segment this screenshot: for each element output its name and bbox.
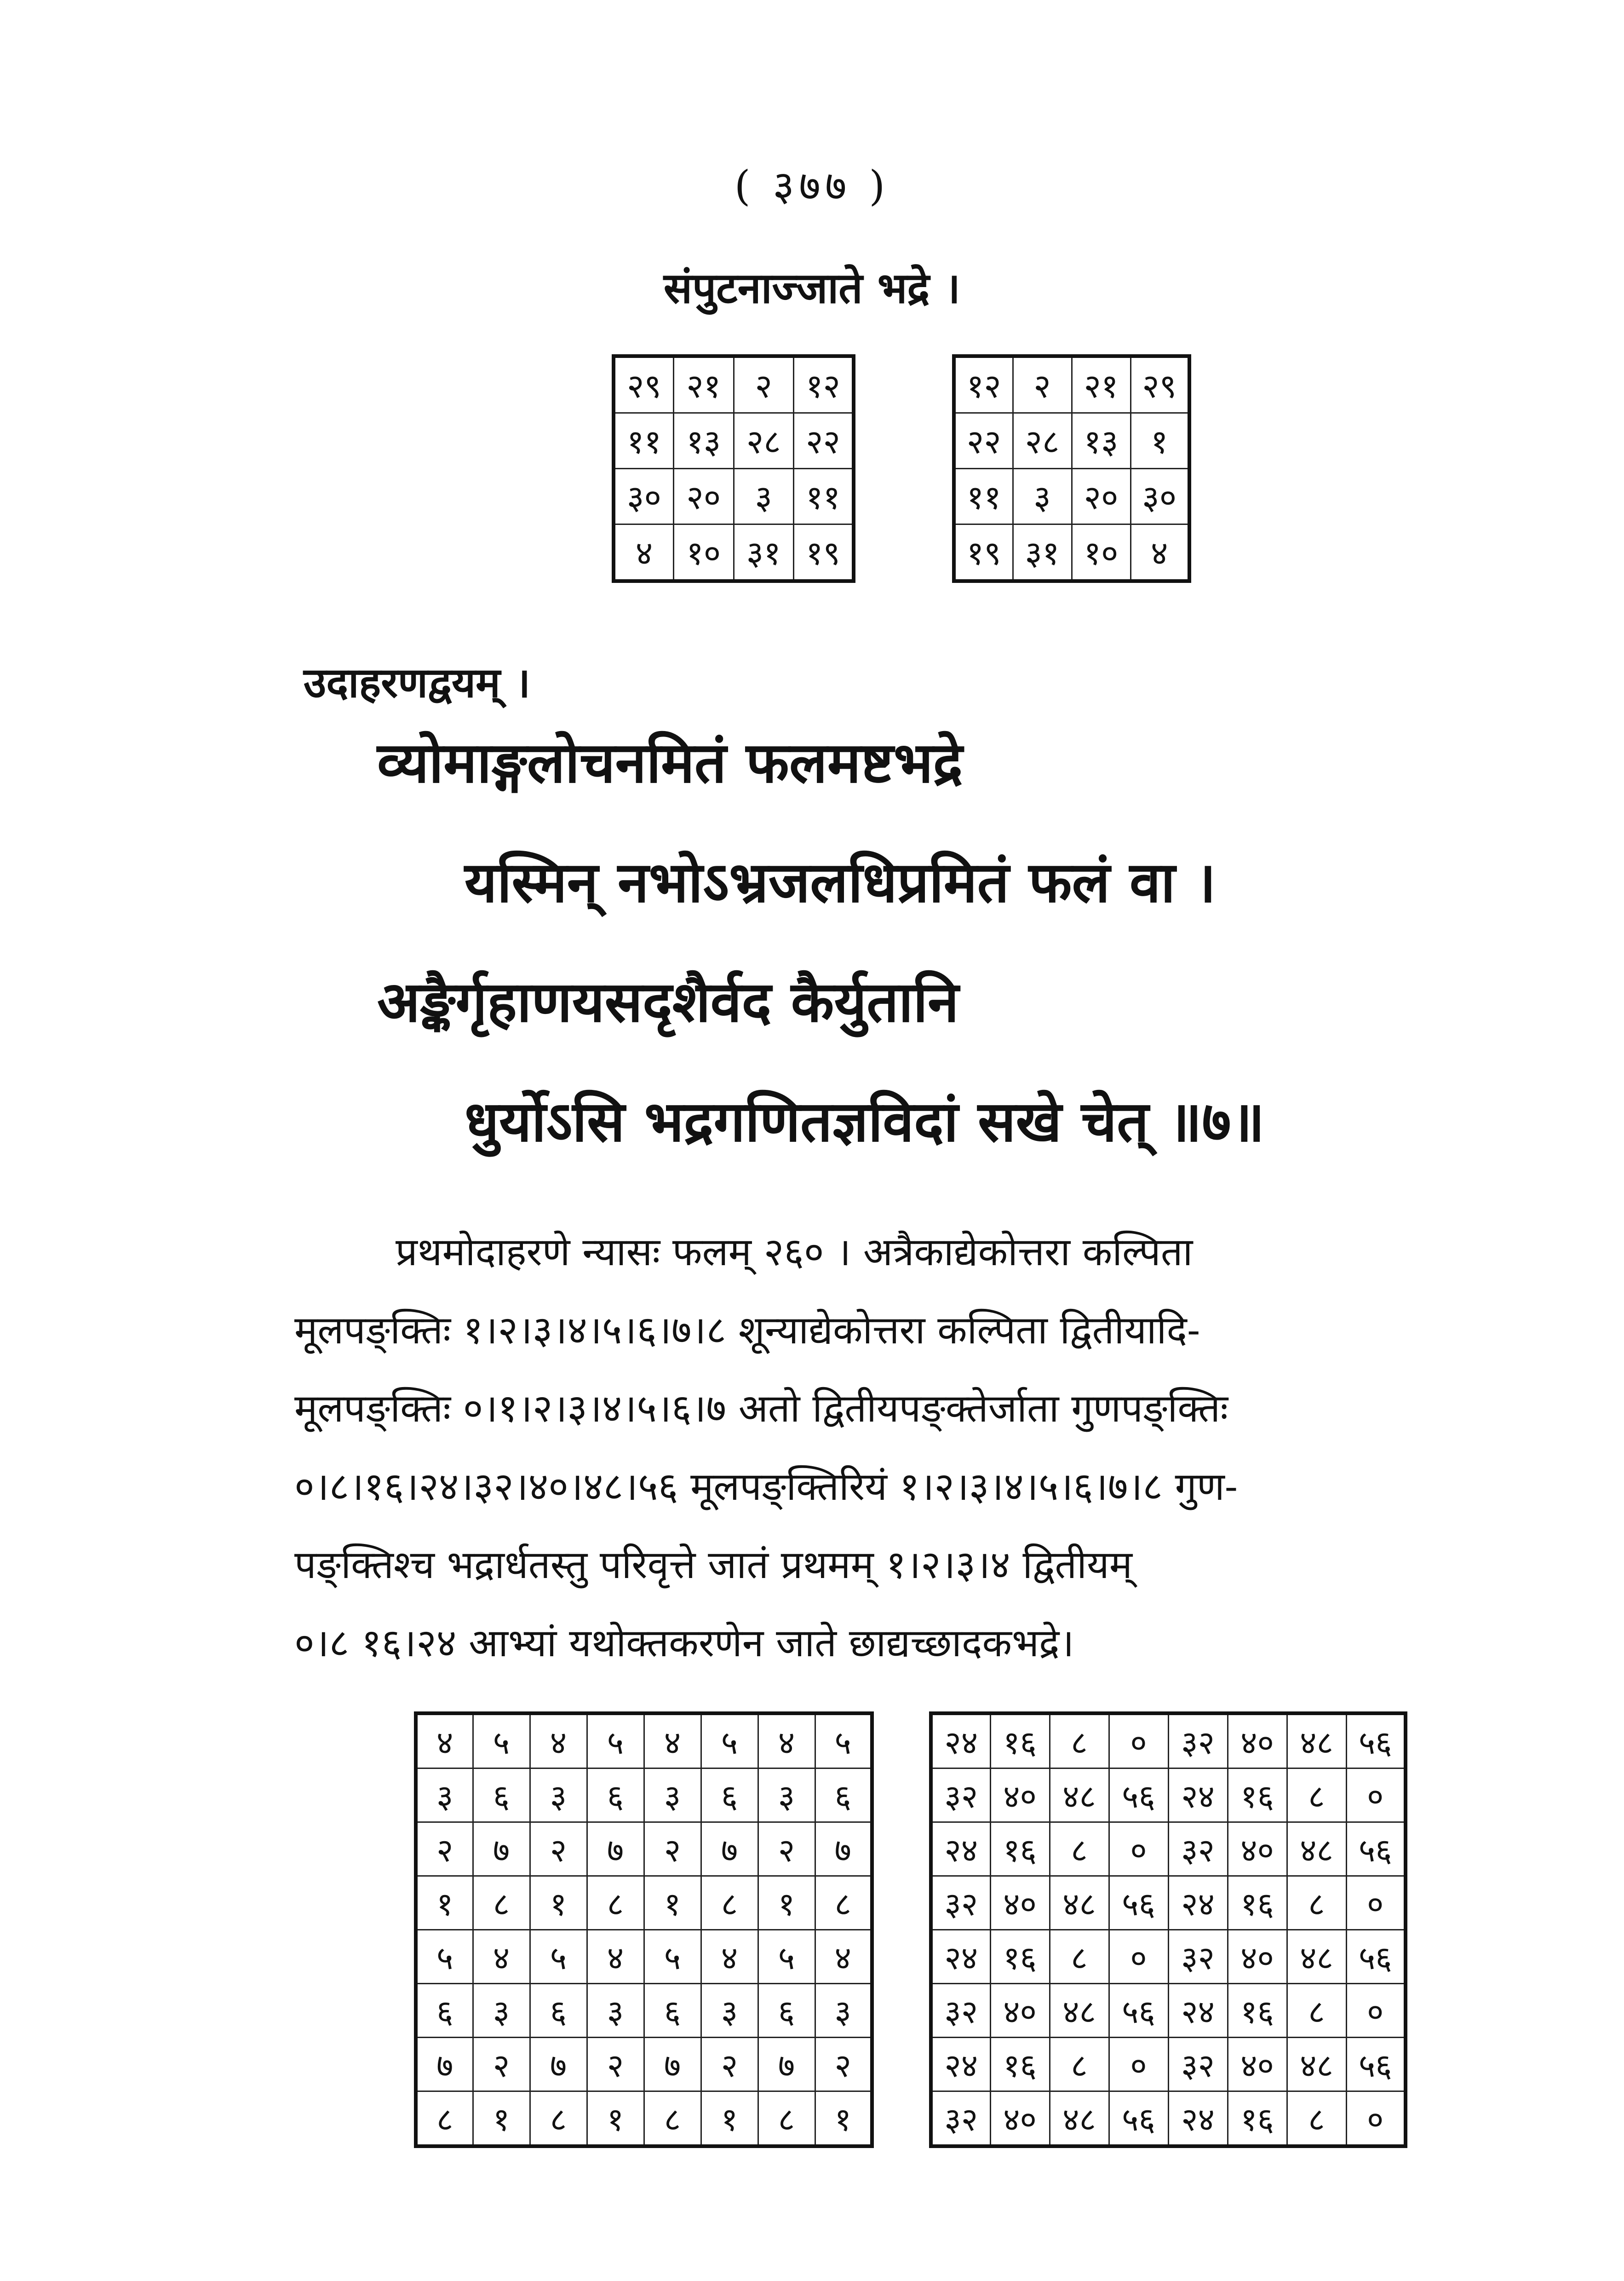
table-cell: ८ [1287, 1876, 1346, 1930]
table-cell: ५६ [1346, 1822, 1406, 1876]
table-cell: २ [1013, 356, 1072, 413]
table-cell: ६ [473, 1768, 530, 1822]
table-cell: २९ [1130, 356, 1189, 413]
table-cell: १६ [990, 2038, 1050, 2091]
table-cell: ३० [614, 469, 674, 524]
table-cell: ११ [614, 413, 674, 469]
table-cell: ३ [473, 1984, 530, 2038]
table-row [614, 469, 854, 524]
table-cell: ४८ [1050, 1768, 1109, 1822]
chhadya-square [414, 1711, 874, 2148]
table-cell: २४ [931, 2038, 990, 2091]
table-cell: २ [416, 1822, 473, 1876]
table-cell: ४८ [1287, 1930, 1346, 1984]
table-cell: ० [1367, 2101, 1384, 2138]
table-cell: ३२ [1168, 1822, 1228, 1876]
table-cell: २१ [1072, 356, 1130, 413]
table-cell: ५६ [1109, 1876, 1168, 1930]
table-cell: ४० [990, 1984, 1050, 2038]
table-cell: ७ [815, 1822, 872, 1876]
table-cell: ४० [1228, 1930, 1287, 1984]
table-cell: ४ [815, 1930, 872, 1984]
table-cell: ६ [587, 1768, 644, 1822]
table-cell: ४ [614, 524, 674, 582]
chhadaka-square [929, 1711, 1407, 2148]
table-cell: १ [530, 1876, 587, 1930]
verse-line-3: अङ्कैर्गृहाणयसदृशैर्वद कैर्युतानि [377, 968, 959, 1035]
example-label: उदाहरणद्वयम् । [304, 658, 531, 707]
table-cell: १६ [990, 1930, 1050, 1984]
table-cell: ८ [416, 2091, 473, 2147]
table-cell: ७ [644, 2038, 701, 2091]
table-cell: ५६ [1346, 1930, 1406, 1984]
table-cell: ५६ [1109, 2091, 1168, 2147]
table-cell: ४ [1151, 534, 1168, 572]
table-row [954, 356, 1189, 413]
table-cell: ५ [473, 1713, 530, 1768]
table-cell: २ [473, 2038, 530, 2091]
table-cell: २२ [954, 413, 1013, 469]
paragraph-line-1: प्रथमोदाहरणे न्यासः फलम् २६० । अत्रैकाद्येकोत्तरा कल्पिता [396, 1229, 1193, 1274]
table-cell: ४८ [1050, 2091, 1109, 2147]
table-cell: २ [815, 2038, 872, 2091]
table-cell: ४० [990, 1768, 1050, 1822]
table-cell: ३२ [1168, 2038, 1228, 2091]
table-cell: ४० [990, 2091, 1050, 2147]
table-cell: १३ [674, 413, 734, 469]
table-cell: २४ [1168, 1876, 1228, 1930]
table-cell: ८ [587, 1876, 644, 1930]
table-cell: ८ [1050, 2038, 1109, 2091]
table-cell: ५६ [1346, 1713, 1406, 1768]
table-cell: ६ [530, 1984, 587, 2038]
table-cell: २४ [1168, 2091, 1228, 2147]
table-cell: ८ [815, 1876, 872, 1930]
table-cell: ६ [416, 1984, 473, 2038]
table-cell: ४० [1228, 1822, 1287, 1876]
table-cell: १ [416, 1876, 473, 1930]
table-cell: १६ [1228, 1876, 1287, 1930]
table-cell: ३ [758, 1768, 815, 1822]
table-cell: ८ [1050, 1713, 1109, 1768]
table-cell: ३२ [1168, 1713, 1228, 1768]
table-cell: ८ [644, 2091, 701, 2147]
table-cell: ४ [758, 1713, 815, 1768]
table-cell: ३१ [734, 524, 794, 582]
table-cell: १६ [1228, 1984, 1287, 2038]
table-cell: ३ [530, 1768, 587, 1822]
paragraph-line-6: ०।८ १६।२४ आभ्यां यथोक्तकरणेन जाते छाद्यच्छादकभद्रे। [294, 1620, 1074, 1665]
table-cell: ३ [587, 1984, 644, 2038]
table-cell: २ [701, 2038, 758, 2091]
table-cell: ४८ [1050, 1984, 1109, 2038]
table-cell: १ [758, 1876, 815, 1930]
table-cell: ८ [1287, 2091, 1346, 2147]
table-cell: २१ [674, 356, 734, 413]
table-cell: ७ [416, 2038, 473, 2091]
table-cell: ५ [815, 1713, 872, 1768]
table-cell: १९ [806, 534, 840, 572]
table-cell: ४८ [1287, 2038, 1346, 2091]
table-row [954, 524, 1189, 582]
table-cell: ३ [644, 1768, 701, 1822]
table-cell: ७ [530, 2038, 587, 2091]
table-cell: २ [587, 2038, 644, 2091]
table-row [931, 2038, 1406, 2091]
table-cell: १६ [990, 1822, 1050, 1876]
table-cell: ४ [644, 1713, 701, 1768]
table-cell: १ [644, 1876, 701, 1930]
table-cell: ८ [1287, 1984, 1346, 2038]
table-cell: ७ [473, 1822, 530, 1876]
table-cell: ७ [701, 1822, 758, 1876]
table-cell: ८ [758, 2091, 815, 2147]
table-row [954, 413, 1189, 469]
table-cell: ० [1109, 1822, 1168, 1876]
table-cell: ३ [416, 1768, 473, 1822]
table-cell: ६ [758, 1984, 815, 2038]
table-cell: २४ [931, 1713, 990, 1768]
table-cell: ३२ [931, 2091, 990, 2147]
table-row [954, 469, 1189, 524]
table-cell: ५ [416, 1930, 473, 1984]
table-row [931, 1876, 1406, 1930]
table-row [416, 1768, 872, 1822]
table-cell: ६ [701, 1768, 758, 1822]
table-cell: ११ [794, 469, 854, 524]
table-cell: २ [530, 1822, 587, 1876]
table-row [931, 1768, 1406, 1822]
table-cell: ३२ [931, 1768, 990, 1822]
table-cell: ४ [530, 1713, 587, 1768]
table-cell: २८ [1013, 413, 1072, 469]
table-row [931, 1930, 1406, 1984]
table-cell: ० [1109, 1930, 1168, 1984]
table-cell: ८ [701, 1876, 758, 1930]
table-cell: ८ [1050, 1930, 1109, 1984]
table-cell: १० [1072, 524, 1130, 582]
table-cell: १६ [1228, 2091, 1287, 2147]
table-cell: ० [1346, 1984, 1406, 2038]
table-cell: २ [644, 1822, 701, 1876]
table-cell: ७ [758, 2038, 815, 2091]
table-cell: ० [1346, 1876, 1406, 1930]
table-cell: ४० [990, 1876, 1050, 1930]
table-cell: २४ [931, 1930, 990, 1984]
table-row [931, 1984, 1406, 2038]
table-cell: ५ [530, 1930, 587, 1984]
table-cell: ७ [587, 1822, 644, 1876]
table-cell: ४ [473, 1930, 530, 1984]
table-cell: ८ [473, 1876, 530, 1930]
table-cell: ५ [644, 1930, 701, 1984]
verse-line-4: धुर्योऽसि भद्रगणितज्ञविदां सखे चेत् ॥७॥ [465, 1088, 1265, 1154]
table-cell: ५६ [1109, 1768, 1168, 1822]
table-cell: ३२ [1168, 1930, 1228, 1984]
table-cell: ३ [701, 1984, 758, 2038]
table-row [931, 1822, 1406, 1876]
table-cell: ३० [1130, 469, 1189, 524]
table-cell: २४ [1168, 1984, 1228, 2038]
table-cell: २२ [794, 413, 854, 469]
table-cell: १९ [954, 524, 1013, 582]
table-cell: ३२ [931, 1984, 990, 2038]
table-cell: २४ [1168, 1768, 1228, 1822]
table-cell: १२ [794, 356, 854, 413]
table-cell: ५ [758, 1930, 815, 1984]
paragraph-line-5: पङ्क्तिश्च भद्रार्धतस्तु परिवृत्ते जातं प्रथमम् १।२।३।४ द्वितीयम् [294, 1542, 1132, 1587]
magic-square-right [952, 354, 1191, 583]
verse-line-1: व्योमाङ्गलोचनमितं फलमष्टभद्रे [377, 729, 963, 795]
table-cell: १ [587, 2091, 644, 2147]
table-cell: ८ [1287, 1768, 1346, 1822]
table-row [614, 524, 854, 582]
table-row [416, 1822, 872, 1876]
table-cell: ८ [1050, 1822, 1109, 1876]
table-cell: १ [701, 2091, 758, 2147]
paragraph-line-3: मूलपङ्क्तिः ०।१।२।३।४।५।६।७ अतो द्वितीयपङ्क्तेर्जाता गुणपङ्क्तिः [294, 1386, 1228, 1431]
table-cell: ६ [644, 1984, 701, 2038]
table-cell: ० [1109, 2038, 1168, 2091]
table-row [416, 1876, 872, 1930]
table-cell: ४० [1228, 1713, 1287, 1768]
table-cell: २० [1072, 469, 1130, 524]
table-cell: २४ [931, 1822, 990, 1876]
table-cell: ३ [815, 1984, 872, 2038]
table-cell: ४० [1228, 2038, 1287, 2091]
table-row [416, 1930, 872, 1984]
table-cell: १३ [1072, 413, 1130, 469]
table-cell: ४८ [1287, 1713, 1346, 1768]
table-cell: ३१ [1013, 524, 1072, 582]
table-cell: १२ [954, 356, 1013, 413]
table-cell: ३ [1013, 469, 1072, 524]
magic-square-left [612, 354, 855, 583]
table-cell: १६ [1228, 1768, 1287, 1822]
table-cell: १ [473, 2091, 530, 2147]
table-cell: २ [734, 356, 794, 413]
paragraph-line-2: मूलपङ्क्तिः १।२।३।४।५।६।७।८ शून्याद्येकोत्तरा कल्पिता द्वितीयादि- [294, 1308, 1200, 1353]
table-cell: ५६ [1109, 1984, 1168, 2038]
table-row [416, 1713, 872, 1768]
table-cell: ४ [701, 1930, 758, 1984]
section-heading: संपुटनाज्जाते भद्रे । [663, 263, 961, 313]
table-cell: १६ [990, 1713, 1050, 1768]
table-cell: २० [674, 469, 734, 524]
table-cell: ० [1346, 1768, 1406, 1822]
table-cell: ० [1109, 1713, 1168, 1768]
table-row [931, 2091, 1406, 2147]
table-cell: १ [834, 2101, 851, 2138]
table-row [416, 2038, 872, 2091]
table-cell: ५६ [1346, 2038, 1406, 2091]
table-row [416, 2091, 872, 2147]
table-row [931, 1713, 1406, 1768]
table-cell: ११ [954, 469, 1013, 524]
table-cell: ४८ [1287, 1822, 1346, 1876]
table-row [614, 413, 854, 469]
table-cell: ५ [701, 1713, 758, 1768]
table-cell: ५ [587, 1713, 644, 1768]
page-number: ( ३७७ ) [734, 162, 890, 210]
table-cell: ६ [815, 1768, 872, 1822]
table-cell: १० [674, 524, 734, 582]
table-cell: २९ [614, 356, 674, 413]
paragraph-line-4: ०।८।१६।२४।३२।४०।४८।५६ मूलपङ्क्तिरियं १।२।३।४।५।६।७।८ गुण- [294, 1464, 1238, 1509]
table-cell: ४ [416, 1713, 473, 1768]
table-cell: २ [758, 1822, 815, 1876]
table-cell: ३२ [931, 1876, 990, 1930]
verse-line-2: यस्मिन् नभोऽभ्रजलधिप्रमितं फलं वा । [465, 849, 1217, 915]
table-cell: ४८ [1050, 1876, 1109, 1930]
table-row [614, 356, 854, 413]
table-row [416, 1984, 872, 2038]
table-cell: ४ [587, 1930, 644, 1984]
table-cell: ८ [530, 2091, 587, 2147]
table-cell: ३ [734, 469, 794, 524]
table-cell: १ [1130, 413, 1189, 469]
table-cell: २८ [734, 413, 794, 469]
